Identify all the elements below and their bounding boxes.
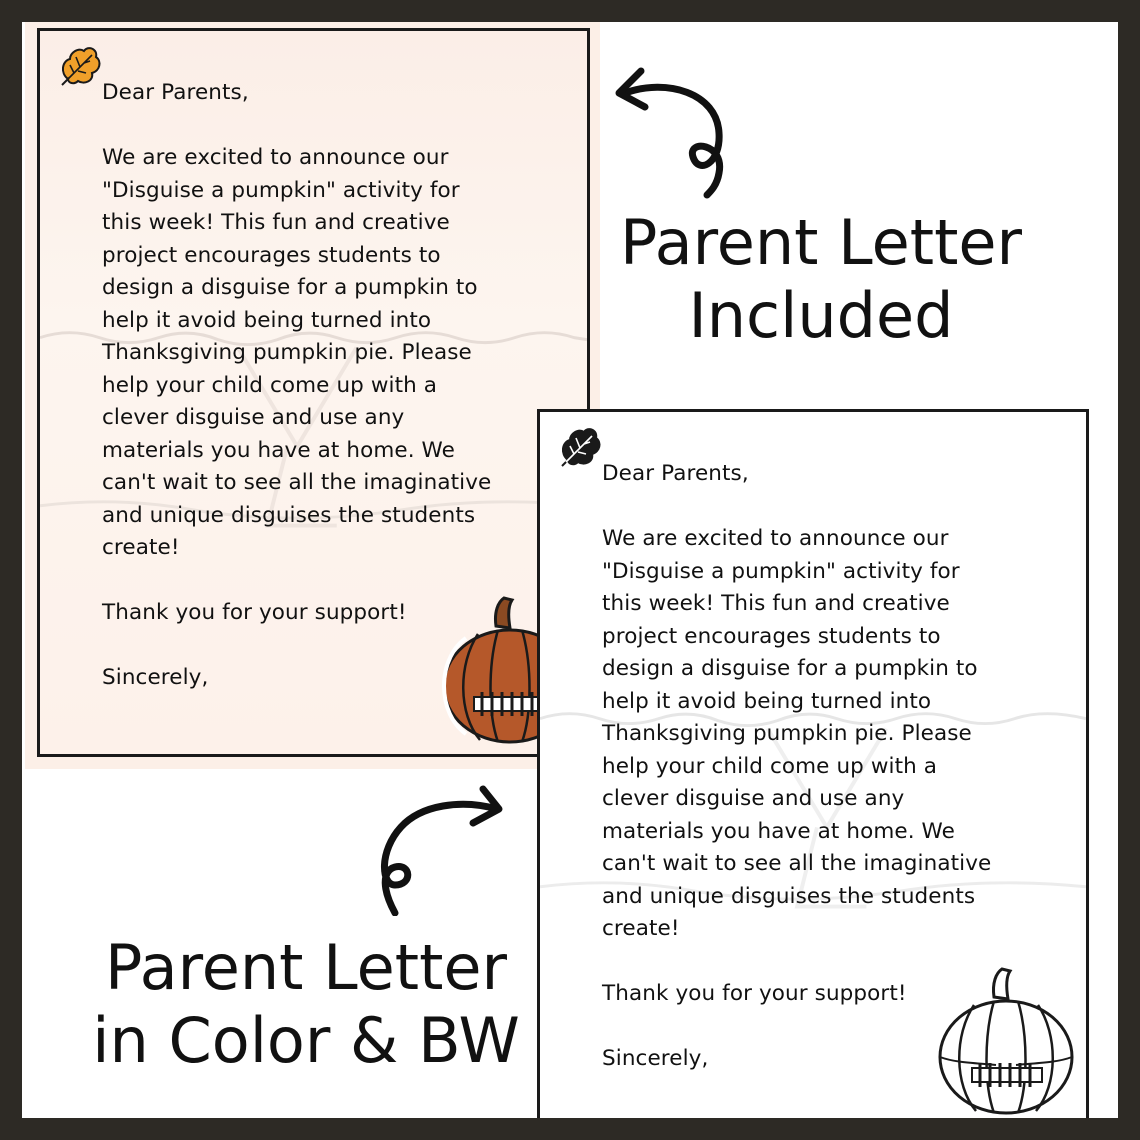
letter-thanks: Thank you for your support!	[602, 981, 907, 1006]
caption-top-line1: Parent Letter	[619, 206, 1023, 279]
orange-leaf-icon	[54, 43, 104, 93]
curly-arrow-icon	[607, 63, 737, 203]
product-image	[11, 11, 1129, 1129]
letter-body: We are excited to announce our "Disguise a pumpkin" activity for this week! This fun and creative project encourages students to design a disguise for a pumpkin to help it avoid being turned into Thanksgiving pumpkin pie. Please help your child come up with a clever disguise and use any materials you have at home. We can't wait to see all the imaginative and unique disguises the students create!	[602, 526, 992, 941]
caption-bottom-line2: in Color & BW	[92, 1004, 520, 1078]
curly-arrow-icon	[371, 781, 511, 916]
letter-body: We are excited to announce our "Disguise a pumpkin" activity for this week! This fun and creative project encourages students to design a disguise for a pumpkin to help it avoid being turned into Thanksgiving pumpkin pie. Please help your child come up with a clever disguise and use any materials you have at home. We can't wait to see all the imaginative and unique disguises the students create!	[102, 145, 492, 560]
black-leaf-icon	[554, 424, 604, 474]
letter-greeting: Dear Parents,	[102, 80, 249, 105]
caption-bottom-line1: Parent Letter	[104, 931, 508, 1004]
letter-thanks: Thank you for your support!	[102, 600, 407, 625]
outline-pumpkin-icon	[936, 965, 1076, 1115]
color-parent-letter	[37, 28, 590, 757]
caption-parent-letter-included	[601, 206, 1041, 352]
bw-parent-letter	[537, 409, 1089, 1129]
letter-closing: Sincerely,	[102, 665, 209, 690]
caption-top-line2: Included	[688, 279, 954, 353]
caption-color-and-bw	[71, 931, 541, 1077]
letter-greeting: Dear Parents,	[602, 461, 749, 486]
letter-closing: Sincerely,	[602, 1046, 709, 1071]
